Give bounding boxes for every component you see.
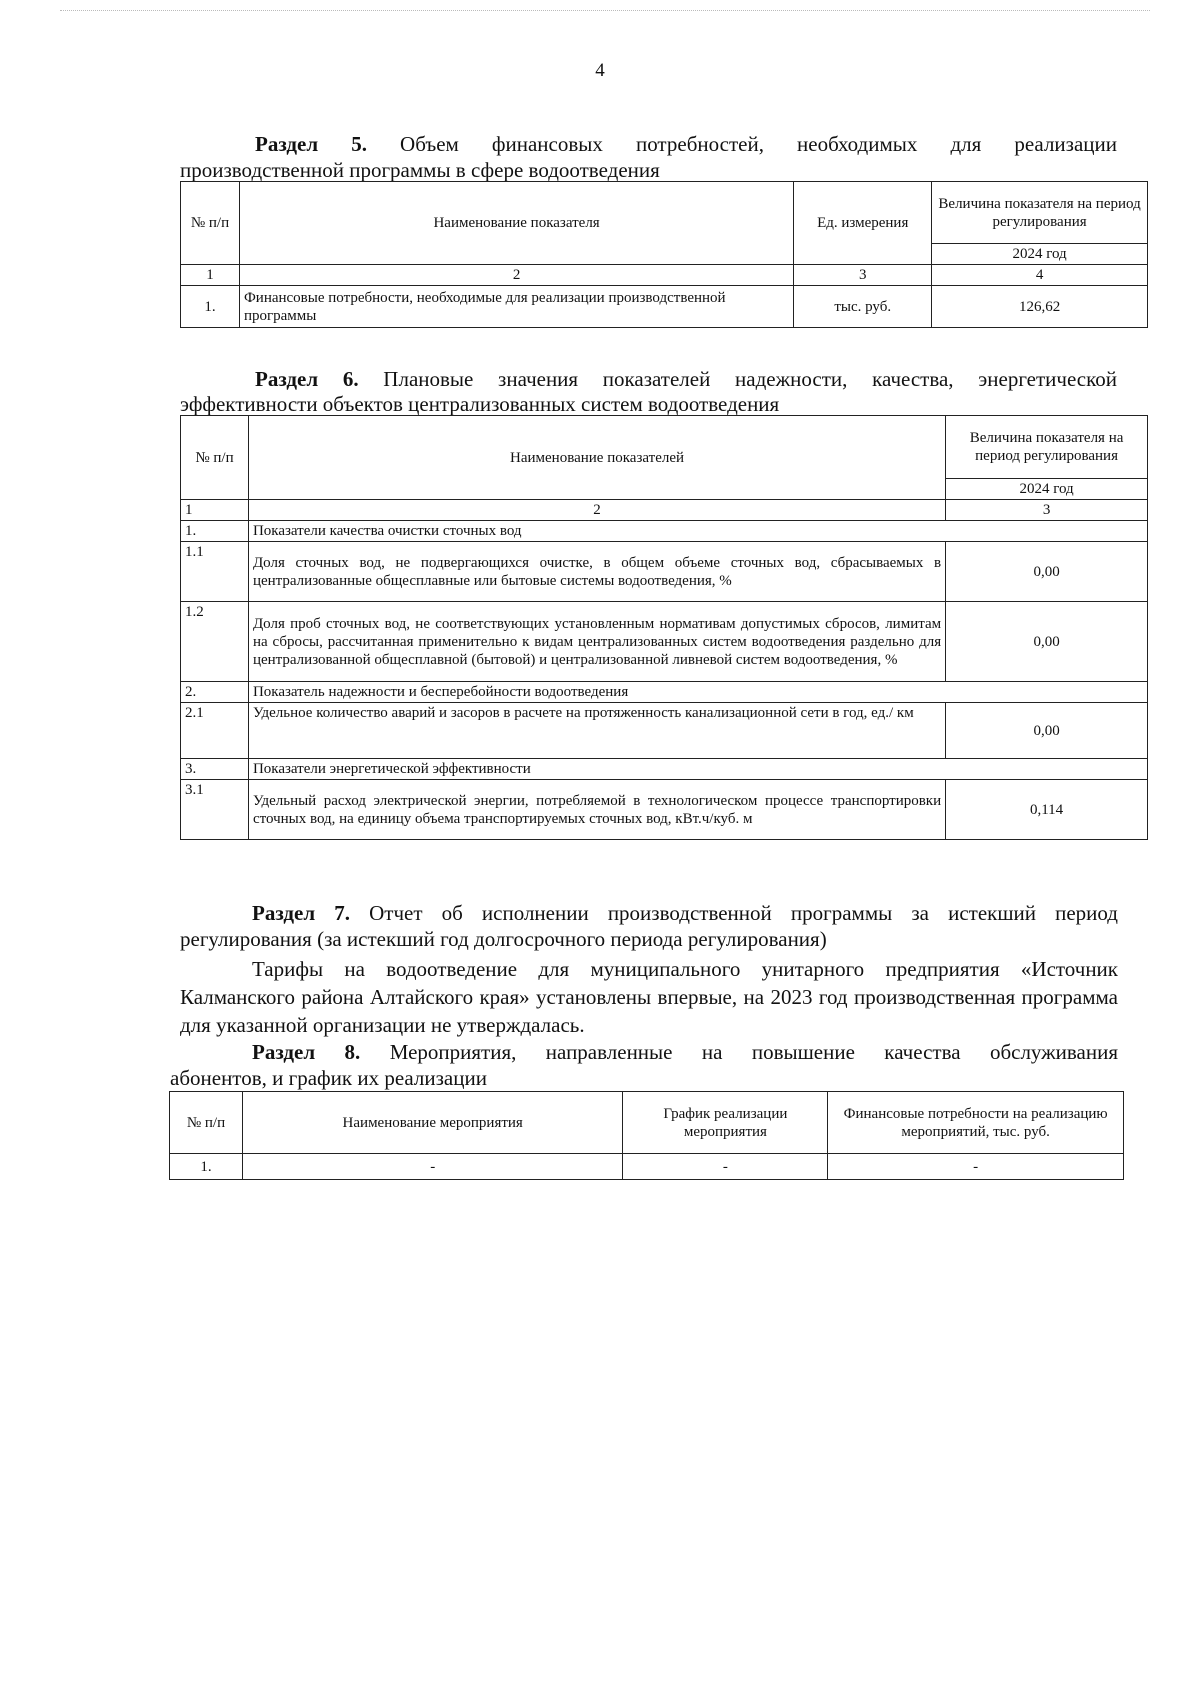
s6-row-value: 0,00 xyxy=(946,542,1148,602)
s5-row-name: Финансовые потребности, необходимые для реализации производственной программы xyxy=(239,286,793,328)
s6-colnum-1: 1 xyxy=(181,500,249,521)
section7-heading xyxy=(180,900,1118,952)
s6-header-value: Величина показателя на период регулирования xyxy=(946,416,1148,479)
s6-row-value: 0,114 xyxy=(946,780,1148,840)
page-number: 4 xyxy=(595,60,605,81)
section8-label: Раздел 8. xyxy=(252,1040,361,1064)
table-row xyxy=(181,602,1148,682)
table-row xyxy=(181,759,1148,780)
section7-body: Тарифы на водоотведение для муниципального унитарного предприятия «Источник Калманского района Алтайского края» установлены впервые, на 2023 год производственная программа для указанной организации не утверждалась. xyxy=(180,957,1118,1037)
s5-header-year: 2024 год xyxy=(932,244,1148,265)
table-row xyxy=(170,1154,1124,1180)
s6-row-value: 0,00 xyxy=(946,602,1148,682)
s5-row-unit: тыс. руб. xyxy=(794,286,932,328)
s5-header-num: № п/п xyxy=(181,182,240,265)
section6-table xyxy=(180,415,1148,840)
s5-colnum-2: 2 xyxy=(239,265,793,286)
section7-title: Отчет об исполнении производственной программы за истекший период регулирования (за истекший год долгосрочного периода регулирования) xyxy=(180,901,1118,951)
table-row xyxy=(181,703,1148,759)
s6-row-name: Доля сточных вод, не подвергающихся очистке, в общем объеме сточных вод, сбрасываемых в централизованные общесплавные или бытовые системы водоотведения, % xyxy=(248,542,945,602)
s5-header-unit: Ед. измерения xyxy=(794,182,932,265)
s8-row-finance: - xyxy=(828,1154,1124,1180)
s6-row-name: Доля проб сточных вод, не соответствующих установленным нормативам допустимых сбросов, лимитам на сбросы, рассчитанная применительно к видам централизованных систем водоотведения раздельно для централизованной общесплавной (бытовой) и централизованной ливневой систем водоотведения, % xyxy=(248,602,945,682)
section8-title: Мероприятия, направленные на повышение качества обслуживания xyxy=(389,1040,1118,1064)
s6-header-year: 2024 год xyxy=(946,479,1148,500)
s6-row-name: Удельное количество аварий и засоров в расчете на протяженность канализационной сети в год, ед./ км xyxy=(248,703,945,759)
s6-row-name: Показатели энергетической эффективности xyxy=(248,759,1147,780)
section5-heading xyxy=(255,132,1117,157)
s6-row-num: 2.1 xyxy=(181,703,249,759)
s5-colnum-4: 4 xyxy=(932,265,1148,286)
section5-table xyxy=(180,181,1148,328)
section6-title: Плановые значения показателей надежности, качества, энергетической xyxy=(383,367,1118,391)
s6-row-value: 0,00 xyxy=(946,703,1148,759)
s6-row-num: 1. xyxy=(181,521,249,542)
scan-artifact-line xyxy=(60,10,1150,11)
s8-header-num: № п/п xyxy=(170,1092,243,1154)
table-row xyxy=(181,521,1148,542)
section5-title: Объем финансовых потребностей, необходимых для реализации xyxy=(400,132,1117,156)
s6-header-num: № п/п xyxy=(181,416,249,500)
s5-header-name: Наименование показателя xyxy=(239,182,793,265)
s8-header-name: Наименование мероприятия xyxy=(242,1092,623,1154)
s6-row-num: 2. xyxy=(181,682,249,703)
s8-row-name: - xyxy=(242,1154,623,1180)
s6-row-num: 3.1 xyxy=(181,780,249,840)
s6-colnum-3: 3 xyxy=(946,500,1148,521)
section5-label: Раздел 5. xyxy=(255,132,367,156)
section8-table xyxy=(169,1091,1124,1180)
s5-row-value: 126,62 xyxy=(932,286,1148,328)
table-row xyxy=(181,780,1148,840)
s5-row-num: 1. xyxy=(181,286,240,328)
s6-row-num: 1.2 xyxy=(181,602,249,682)
s6-row-name: Показатель надежности и бесперебойности водоотведения xyxy=(248,682,1147,703)
table-row xyxy=(181,286,1148,328)
s6-row-num: 3. xyxy=(181,759,249,780)
table-row xyxy=(181,682,1148,703)
s6-row-num: 1.1 xyxy=(181,542,249,602)
section6-heading xyxy=(255,367,1117,392)
s6-row-name: Удельный расход электрической энергии, потребляемой в технологическом процессе транспортировки сточных вод, на единицу объема транспортируемых сточных вод, кВт.ч/куб. м xyxy=(248,780,945,840)
s8-row-num: 1. xyxy=(170,1154,243,1180)
s6-colnum-2: 2 xyxy=(248,500,945,521)
s8-header-schedule: График реализации мероприятия xyxy=(623,1092,828,1154)
s5-colnum-1: 1 xyxy=(181,265,240,286)
section7-label: Раздел 7. xyxy=(252,901,350,925)
s5-header-value: Величина показателя на период регулирования xyxy=(932,182,1148,244)
table-row xyxy=(181,542,1148,602)
section8-heading-cont: абонентов, и график их реализации xyxy=(170,1066,487,1090)
section5-heading-cont: производственной программы в сфере водоотведения xyxy=(180,158,660,182)
section6-label: Раздел 6. xyxy=(255,367,359,391)
s5-colnum-3: 3 xyxy=(794,265,932,286)
section6-heading-cont: эффективности объектов централизованных систем водоотведения xyxy=(180,392,780,416)
s8-row-schedule: - xyxy=(623,1154,828,1180)
section8-heading xyxy=(252,1040,1118,1065)
s6-header-name: Наименование показателей xyxy=(248,416,945,500)
s8-header-finance: Финансовые потребности на реализацию мероприятий, тыс. руб. xyxy=(828,1092,1124,1154)
s6-row-name: Показатели качества очистки сточных вод xyxy=(248,521,1147,542)
